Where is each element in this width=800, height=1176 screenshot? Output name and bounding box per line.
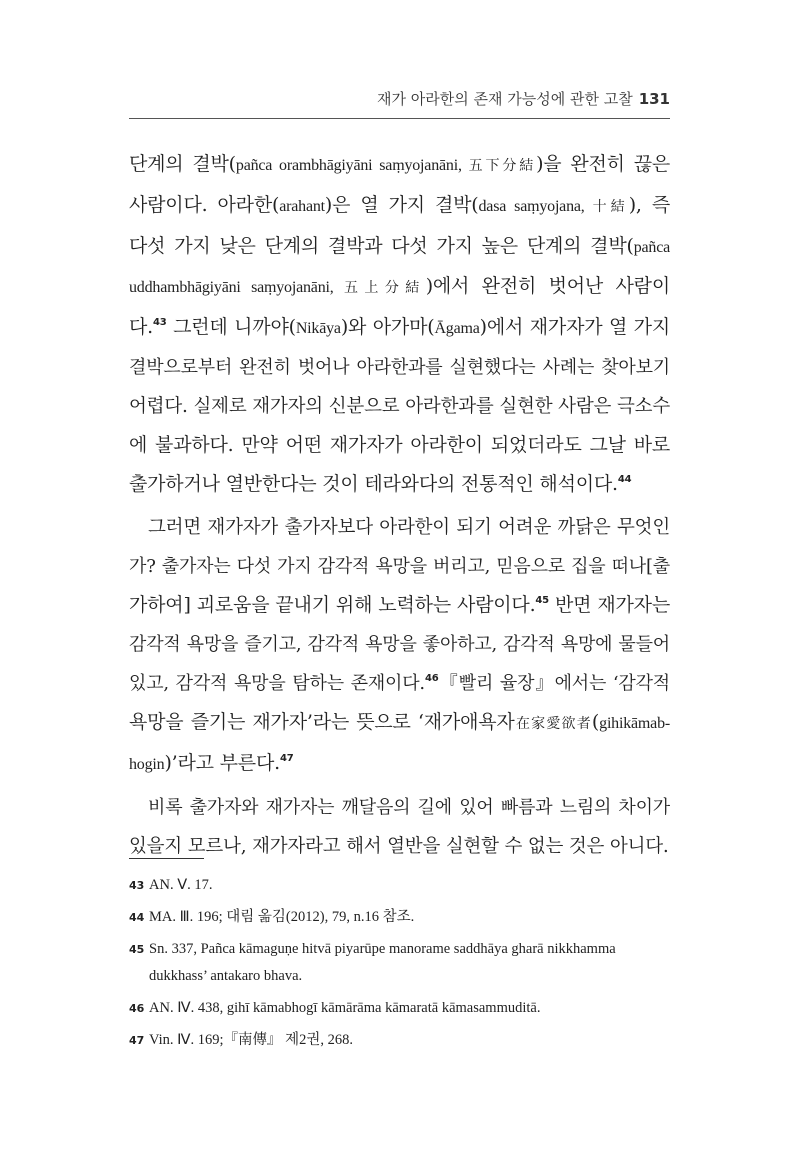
paragraph-2 xyxy=(129,508,670,784)
footnote-46: 46 AN. Ⅳ. 438, gihī kāmabhogī kāmārāma kāmaratā kāmasammuditā. xyxy=(129,1000,541,1016)
text-line: 가? 출가자는 다섯 가지 감각적 욕망을 버리고, 믿음으로 집을 떠나[출 xyxy=(129,556,670,577)
text-line: 다.$^{43}$ 그런데 니까야(Nikāya)와 아가마(Āgama)에서 재가자가 열 가지 xyxy=(129,316,670,338)
paragraph-3 xyxy=(129,788,670,866)
text-line: uddhambhāgiyāni saṃyojanāni, 五上分結)에서 완전히 벗어난 사람이 xyxy=(129,275,670,297)
text-line: 단계의 결박(pañca orambhāgiyāni saṃyojanāni, 五下分結)을 완전히 끊은 xyxy=(129,153,670,175)
text-line: 어렵다. 실제로 재가자의 신분으로 아라한과를 실현한 사람은 극소수 xyxy=(129,396,670,417)
text-line: 에 불과하다. 만약 어떤 재가자가 아라한이 되었더라도 그날 바로 xyxy=(129,434,670,456)
page-number: 131 xyxy=(638,90,670,108)
footnote-ref-46[interactable]: 46 xyxy=(424,673,439,684)
footnote-47: 47 Vin. Ⅳ. 169;『南傳』 제2권, 268. xyxy=(129,1032,354,1048)
text-line: 있고, 감각적 욕망을 탐하는 존재이다.$^{46}$『빨리 율장』에서는 ‘감각적 xyxy=(129,673,670,694)
text-line: 가하여] 괴로움을 끝내기 위해 노력하는 사람이다.$^{45}$ 반면 재가자는 xyxy=(129,594,670,616)
text-line: 그러면 재가자가 출가자보다 아라한이 되기 어려운 까닭은 무엇인 xyxy=(148,517,670,538)
text-line: hogin)’라고 부른다.$^{47}$ xyxy=(129,752,294,774)
footnote-43: 43 AN. Ⅴ. 17. xyxy=(129,877,213,893)
footnote-ref-47[interactable]: 47 xyxy=(279,753,294,764)
text-line: 욕망을 즐기는 재가자’라는 뜻으로 ‘재가애욕자在家愛欲者(gihikāmab- xyxy=(129,711,671,733)
text-line: 다섯 가지 낮은 단계의 결박과 다섯 가지 높은 단계의 결박(pañca xyxy=(129,235,670,257)
footnote-ref-44[interactable]: 44 xyxy=(617,474,632,485)
text-line: 결박으로부터 완전히 벗어나 아라한과를 실현했다는 사례는 찾아보기 xyxy=(129,357,670,378)
footnote-ref-43[interactable]: 43 xyxy=(153,317,167,328)
footnote-45: 45 Sn. 337, Pañca kāmaguṇe hitvā piyarūpe manorame saddhāya gharā nikkhamma dukkhass’ antakaro bhava. xyxy=(129,941,616,984)
footnotes xyxy=(129,872,670,1059)
paragraph-1 xyxy=(129,145,670,504)
text-line: 비록 출가자와 재가자는 깨달음의 길에 있어 빠름과 느림의 차이가 xyxy=(148,797,670,818)
footnote-44: 44 MA. Ⅲ. 196; 대림 옮김(2012), 79, n.16 참조. xyxy=(129,909,415,925)
running-title: 재가 아라한의 존재 가능성에 관한 고찰 xyxy=(377,90,633,108)
header-rule xyxy=(129,118,670,119)
main-text xyxy=(129,145,670,870)
running-header xyxy=(377,88,670,109)
text-line: 사람이다. 아라한(arahant)은 열 가지 결박(dasa saṃyojana, 十結), 즉 xyxy=(129,194,671,216)
footnote-ref-45[interactable]: 45 xyxy=(535,595,549,606)
text-line: 출가하거나 열반한다는 것이 테라와다의 전통적인 해석이다.$^{44}$ xyxy=(129,473,632,495)
text-line: 감각적 욕망을 즐기고, 감각적 욕망을 좋아하고, 감각적 욕망에 물들어 xyxy=(129,634,670,655)
text-line: 있을지 모르나, 재가자라고 해서 열반을 실현할 수 없는 것은 아니다. xyxy=(129,836,669,857)
footnote-rule xyxy=(129,858,204,859)
